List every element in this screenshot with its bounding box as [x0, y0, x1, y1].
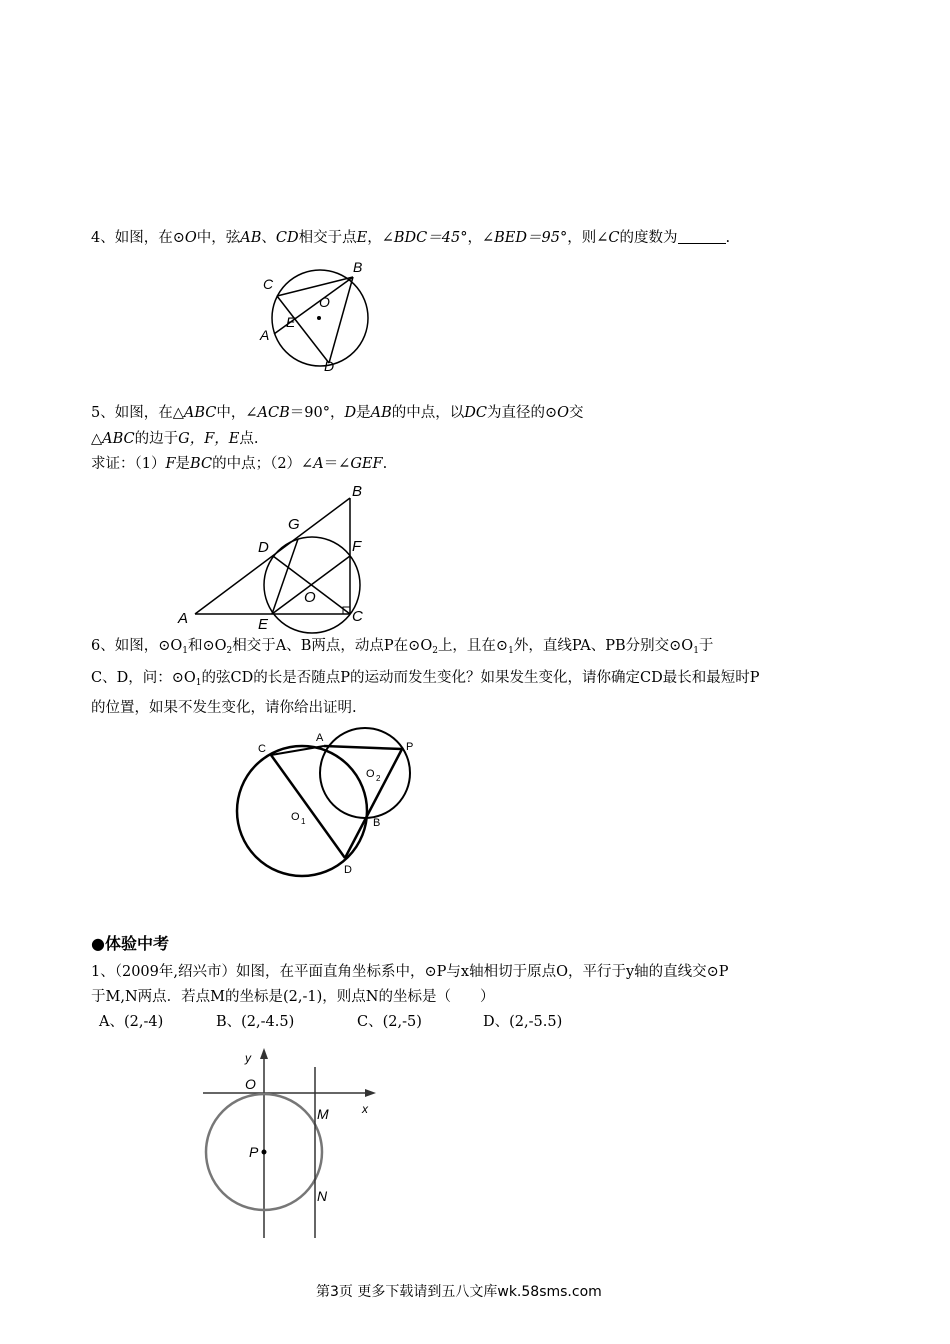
- q6-line-3: 的位置，如果不发生变化，请你给出证明.: [91, 700, 357, 716]
- q5-label-O: O: [304, 589, 316, 606]
- q6-label-C: C: [258, 743, 266, 755]
- q6-label-O1: O: [291, 811, 300, 823]
- q5-label-E: E: [258, 616, 269, 633]
- q6-label-O2-sub: 2: [376, 774, 381, 783]
- q4-text: 4、如图，在⊙O中，弦AB、CD相交于点E，∠BDC＝45°，∠BED＝95°，则∠C的度数为 .: [91, 230, 731, 246]
- q4-label-C: C: [263, 276, 274, 292]
- exam1-option-d: D、(2,-5.5): [483, 1014, 563, 1030]
- exam1-label-N: N: [317, 1188, 328, 1204]
- exam1-label-P: P: [249, 1144, 259, 1160]
- exam1-label-y: y: [245, 1051, 251, 1065]
- q5-label-A: A: [178, 610, 189, 627]
- q6-line-2: C、D，问：$⊙O_1$的弦CD的长是否随点P的运动而发生变化？如果发生变化，请你确定CD最长和最短时P: [91, 670, 760, 688]
- exam1-option-b: B、(2,-4.5): [216, 1014, 295, 1030]
- q4-label-O: O: [319, 294, 330, 310]
- exam1-line-1: 1、（2009年,绍兴市）如图，在平面直角坐标系中，⊙P与x轴相切于原点O，平行于y轴的直线交⊙P: [91, 964, 729, 980]
- q6-label-A: A: [316, 732, 324, 744]
- q5-label-F: F: [352, 538, 362, 555]
- q4-label-D: D: [324, 358, 335, 374]
- exam1-label-O: O: [245, 1076, 256, 1092]
- q5-label-C: C: [352, 608, 363, 625]
- q6-label-B: B: [373, 817, 381, 829]
- footer-site-link[interactable]: wk.58sms.com: [497, 1284, 602, 1300]
- exam1-label-x: x: [362, 1102, 368, 1116]
- page-footer: 第3页 更多下载请到五八文库wk.58sms.com: [316, 1284, 602, 1300]
- exam1-label-M: M: [317, 1106, 329, 1122]
- q4-label-E: E: [286, 314, 296, 330]
- q6-label-D: D: [344, 864, 352, 876]
- q5-label-D: D: [258, 539, 269, 556]
- q6-label-O1-sub: 1: [301, 817, 306, 826]
- q6-label-P: P: [406, 741, 414, 753]
- q4-label-A: A: [260, 327, 270, 343]
- q6-label-O2: O: [366, 768, 375, 780]
- exam1-option-a: A、(2,-4): [99, 1014, 164, 1030]
- page-number: 3: [330, 1284, 339, 1300]
- exam1-option-c: C、(2,-5): [357, 1014, 422, 1030]
- q5-line-2: △ABC的边于G，F，E点.: [91, 431, 259, 447]
- q5-label-G: G: [288, 516, 300, 533]
- q6-line-1: 6、如图，$⊙O_1$和$⊙O_2$相交于A、B两点，动点P在$⊙O_2$上，且在$⊙_1$外，直线PA、PB分别交$⊙O_1$于: [91, 638, 714, 656]
- section-title: ●体验中考: [91, 934, 169, 953]
- q4-label-B: B: [353, 259, 363, 275]
- q5-line-1: 5、如图，在△ABC中，∠ACB＝90°，D是AB的中点，以DC为直径的⊙O交: [91, 405, 584, 421]
- q5-label-B: B: [352, 483, 363, 500]
- exam1-line-2: 于M,N两点．若点M的坐标是(2,-1)，则点N的坐标是（ ）: [91, 989, 495, 1005]
- q5-line-3: 求证：（1）F是BC的中点；（2）∠A＝∠GEF.: [91, 456, 388, 472]
